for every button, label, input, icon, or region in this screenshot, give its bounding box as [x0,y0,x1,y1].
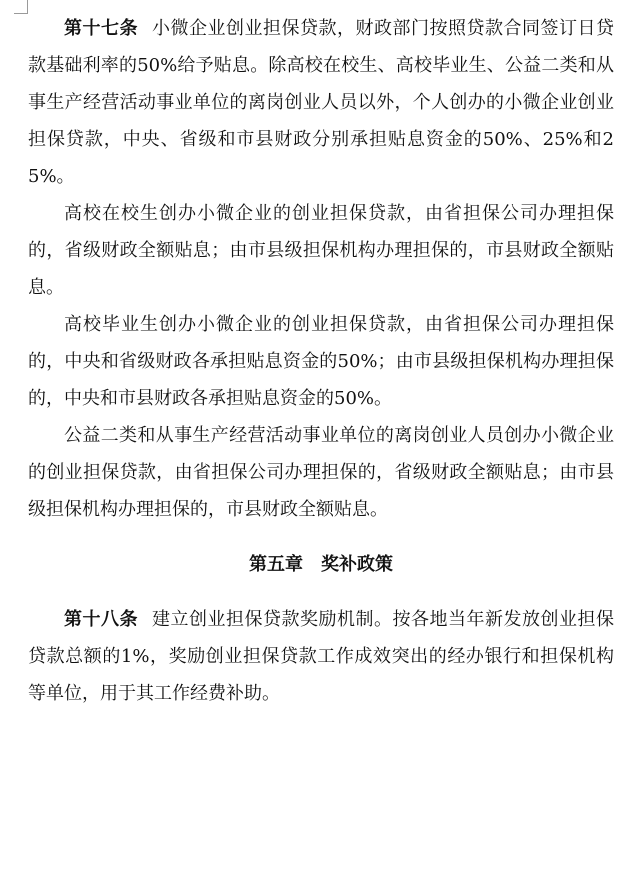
chapter-5-number: 第五章 [249,554,303,575]
article-17-text-1: 小微企业创业担保贷款，财政部门按照贷款合同签订日贷款基础利率的50%给予贴息。除高校在校生、高校毕业生、公益二类和从事生产经营活动事业单位的离岗创业人员以外，个人创办的小微企业创业担保贷款，中央、省级和市县财政分别承担贴息资金的50%、25%和25%。 [28,18,614,187]
article-17-text-3: 高校毕业生创办小微企业的创业担保贷款，由省担保公司办理担保的，中央和省级财政各承担贴息资金的50%；由市县级担保机构办理担保的，中央和市县财政各承担贴息资金的50%。 [28,314,614,409]
article-17-paragraph-4 [28,417,614,528]
article-17-paragraph-1 [28,10,614,195]
document-page [28,10,614,712]
article-17-paragraph-3 [28,306,614,417]
article-18-paragraph-1 [28,601,614,712]
page-corner-mark-horizontal [14,13,28,14]
article-18-number: 第十八条 [64,609,138,630]
chapter-5-heading [28,528,614,601]
article-17-number: 第十七条 [64,18,138,39]
article-17-paragraph-2 [28,195,614,306]
chapter-5-title: 奖补政策 [321,554,393,575]
article-18-text-1: 建立创业担保贷款奖励机制。按各地当年新发放创业担保贷款总额的1%，奖励创业担保贷款工作成效突出的经办银行和担保机构等单位，用于其工作经费补助。 [28,609,614,704]
article-17-text-2: 高校在校生创办小微企业的创业担保贷款，由省担保公司办理担保的，省级财政全额贴息；由市县级担保机构办理担保的，市县财政全额贴息。 [28,203,614,298]
article-17-text-4: 公益二类和从事生产经营活动事业单位的离岗创业人员创办小微企业的创业担保贷款，由省担保公司办理担保的，省级财政全额贴息；由市县级担保机构办理担保的，市县财政全额贴息。 [28,425,614,520]
